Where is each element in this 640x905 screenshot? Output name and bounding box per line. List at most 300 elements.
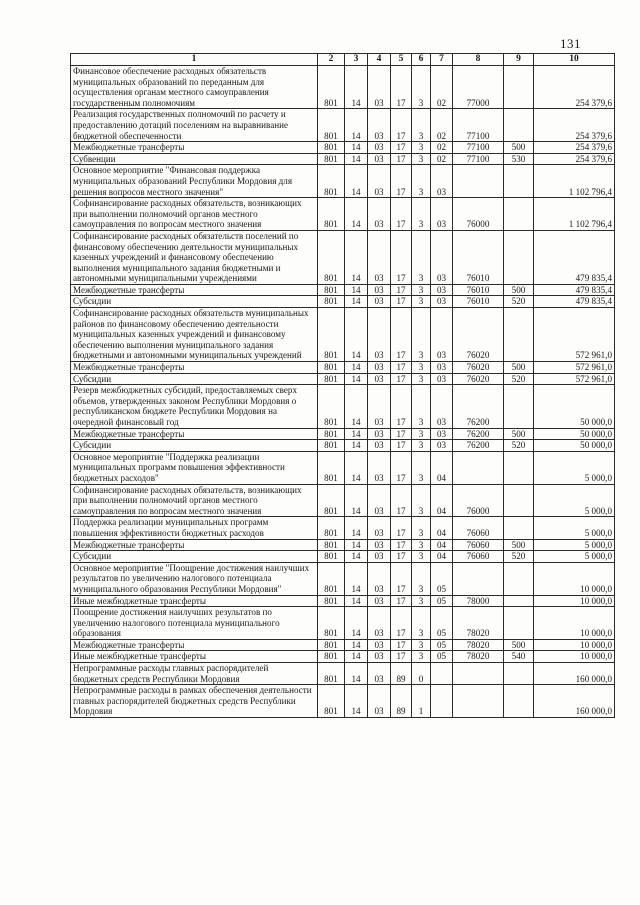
cell-ministry: 801 [318,651,345,663]
cell-direction: 76060 [453,517,504,539]
row-name-cell: Межбюджетные трансферты [71,428,318,440]
row-name-cell: Основное мероприятие "Финансовая поддержка муниципальных образований Республики Мордовия для решения вопросов местного значения" [71,165,318,198]
cell-subprogram: 3 [412,385,431,428]
cell-activity: 05 [431,595,453,607]
cell-section: 14 [345,142,368,154]
cell-section: 14 [345,639,368,651]
cell-expense-type: 530 [504,153,534,165]
column-header: 4 [368,54,391,66]
cell-section: 14 [345,562,368,595]
cell-activity: 04 [431,551,453,563]
cell-ministry: 801 [318,385,345,428]
cell-subsection: 03 [368,308,391,362]
cell-activity: 03 [431,296,453,308]
cell-subprogram: 3 [412,308,431,362]
cell-amount: 1 102 796,4 [534,198,615,231]
row-name-cell: Субсидии [71,440,318,452]
cell-section: 14 [345,539,368,551]
cell-direction [453,562,504,595]
cell-subprogram: 3 [412,428,431,440]
cell-direction: 78020 [453,639,504,651]
cell-amount: 10 000,0 [534,562,615,595]
cell-subsection: 03 [368,607,391,640]
cell-direction: 77100 [453,142,504,154]
cell-subsection: 03 [368,639,391,651]
cell-expense-type: 520 [504,551,534,563]
cell-expense-type: 500 [504,142,534,154]
cell-ministry: 801 [318,595,345,607]
cell-section: 14 [345,595,368,607]
cell-direction: 76010 [453,284,504,296]
row-name-cell: Реализация государственных полномочий по расчету и предоставлению дотаций поселениям на выравнивание бюджетной обеспеченности [71,109,318,142]
table-row [71,551,615,563]
cell-section: 14 [345,440,368,452]
table-row [71,428,615,440]
column-header: 2 [318,54,345,66]
cell-subsection: 03 [368,451,391,484]
cell-direction: 76020 [453,308,504,362]
cell-direction: 76010 [453,230,504,284]
table-row [71,451,615,484]
cell-subprogram: 3 [412,484,431,517]
table-row [71,607,615,640]
cell-subprogram: 3 [412,451,431,484]
cell-section: 14 [345,362,368,374]
row-name-cell: Софинансирование расходных обязательств поселений по финансовому обеспечению деятельности муниципальных казенных учреждений и финансовому обеспечению выполнения муниципального задания бюджетными и автономными муниципальными учреждениями [71,230,318,284]
cell-amount: 572 961,0 [534,308,615,362]
cell-subsection: 03 [368,198,391,231]
cell-program: 17 [391,484,412,517]
cell-program: 17 [391,362,412,374]
table-row [71,362,615,374]
row-name-cell: Иные межбюджетные трансферты [71,651,318,663]
cell-subprogram: 3 [412,607,431,640]
row-name-cell: Софинансирование расходных обязательств, возникающих при выполнении полномочий органов местного самоуправления по вопросам местного значения [71,484,318,517]
cell-section: 14 [345,373,368,385]
cell-expense-type [504,517,534,539]
column-header: 6 [412,54,431,66]
cell-activity: 05 [431,639,453,651]
table-row [71,153,615,165]
cell-subsection: 03 [368,551,391,563]
cell-direction: 76060 [453,539,504,551]
cell-expense-type: 500 [504,428,534,440]
cell-activity: 03 [431,198,453,231]
cell-ministry: 801 [318,428,345,440]
cell-program: 17 [391,639,412,651]
cell-ministry: 801 [318,284,345,296]
row-name-cell: Межбюджетные трансферты [71,142,318,154]
page-number: 131 [560,36,581,51]
cell-subprogram: 3 [412,66,431,109]
cell-subprogram: 3 [412,551,431,563]
cell-ministry: 801 [318,142,345,154]
cell-amount: 160 000,0 [534,663,615,685]
table-row [71,517,615,539]
cell-program: 17 [391,153,412,165]
cell-ministry: 801 [318,362,345,374]
cell-amount: 5 000,0 [534,551,615,563]
table-row [71,296,615,308]
cell-subsection: 03 [368,165,391,198]
cell-expense-type [504,663,534,685]
column-header: 1 [71,54,318,66]
table-row [71,440,615,452]
cell-subsection: 03 [368,663,391,685]
cell-subsection: 03 [368,362,391,374]
cell-amount: 160 000,0 [534,685,615,718]
cell-program: 17 [391,308,412,362]
cell-subsection: 03 [368,153,391,165]
cell-direction [453,685,504,718]
cell-activity: 03 [431,230,453,284]
cell-amount: 254 379,6 [534,66,615,109]
cell-activity [431,663,453,685]
cell-amount: 572 961,0 [534,362,615,374]
cell-section: 14 [345,484,368,517]
cell-subsection: 03 [368,595,391,607]
cell-program: 17 [391,607,412,640]
cell-program: 17 [391,230,412,284]
cell-subsection: 03 [368,296,391,308]
cell-direction: 76000 [453,198,504,231]
table-row [71,484,615,517]
cell-direction: 78020 [453,651,504,663]
cell-subsection: 03 [368,373,391,385]
cell-direction [453,451,504,484]
cell-activity: 03 [431,165,453,198]
cell-direction: 76200 [453,428,504,440]
cell-section: 14 [345,109,368,142]
table-row [71,685,615,718]
cell-direction: 78000 [453,595,504,607]
cell-activity: 02 [431,109,453,142]
cell-program: 17 [391,539,412,551]
cell-amount: 479 835,4 [534,296,615,308]
cell-direction: 77100 [453,153,504,165]
cell-section: 14 [345,517,368,539]
table-row [71,284,615,296]
cell-subprogram: 3 [412,539,431,551]
cell-subsection: 03 [368,517,391,539]
cell-activity: 03 [431,428,453,440]
cell-section: 14 [345,385,368,428]
cell-direction: 76010 [453,296,504,308]
cell-ministry: 801 [318,230,345,284]
cell-subsection: 03 [368,284,391,296]
cell-section: 14 [345,451,368,484]
cell-ministry: 801 [318,153,345,165]
cell-expense-type: 500 [504,362,534,374]
cell-program: 17 [391,385,412,428]
cell-program: 17 [391,595,412,607]
cell-activity: 04 [431,484,453,517]
cell-direction: 76200 [453,440,504,452]
cell-subsection: 03 [368,230,391,284]
cell-amount: 254 379,6 [534,153,615,165]
cell-direction [453,165,504,198]
table-row [71,562,615,595]
cell-program: 17 [391,284,412,296]
table-row [71,198,615,231]
cell-expense-type [504,595,534,607]
cell-amount: 10 000,0 [534,639,615,651]
cell-activity [431,685,453,718]
cell-ministry: 801 [318,685,345,718]
row-name-cell: Непрограммные расходы главных распорядителей бюджетных средств Республики Мордовия [71,663,318,685]
cell-amount: 5 000,0 [534,451,615,484]
table-row [71,109,615,142]
cell-amount: 10 000,0 [534,651,615,663]
cell-direction: 76020 [453,362,504,374]
cell-ministry: 801 [318,562,345,595]
cell-amount: 479 835,4 [534,284,615,296]
row-name-cell: Резерв межбюджетных субсидий, предоставляемых сверх объемов, утвержденных законом Республики Мордовия о республиканском бюджете Республики Мордовия на очередной финансовый год [71,385,318,428]
cell-activity: 02 [431,66,453,109]
table-row [71,595,615,607]
cell-subprogram: 3 [412,440,431,452]
table-row [71,142,615,154]
cell-activity: 03 [431,373,453,385]
cell-program: 17 [391,428,412,440]
cell-ministry: 801 [318,607,345,640]
cell-section: 14 [345,685,368,718]
cell-ministry: 801 [318,165,345,198]
cell-amount: 1 102 796,4 [534,165,615,198]
cell-subprogram: 3 [412,109,431,142]
cell-subprogram: 3 [412,296,431,308]
cell-direction: 76000 [453,484,504,517]
table-row [71,165,615,198]
cell-subsection: 03 [368,109,391,142]
cell-amount: 254 379,6 [534,142,615,154]
cell-expense-type: 500 [504,639,534,651]
cell-direction [453,663,504,685]
table-row [71,663,615,685]
row-name-cell: Субсидии [71,373,318,385]
row-name-cell: Основное мероприятие "Поощрение достижения наилучших результатов по увеличению налогового потенциала муниципального образования Республики Мордовия" [71,562,318,595]
cell-section: 14 [345,198,368,231]
cell-amount: 479 835,4 [534,230,615,284]
cell-amount: 10 000,0 [534,607,615,640]
cell-program: 17 [391,165,412,198]
cell-section: 14 [345,308,368,362]
cell-section: 14 [345,551,368,563]
cell-subprogram: 3 [412,165,431,198]
budget-table [70,53,615,718]
column-header: 7 [431,54,453,66]
row-name-cell: Межбюджетные трансферты [71,284,318,296]
cell-expense-type [504,484,534,517]
cell-ministry: 801 [318,296,345,308]
cell-activity: 04 [431,451,453,484]
cell-subprogram: 0 [412,663,431,685]
cell-expense-type [504,685,534,718]
row-name-cell: Финансовое обеспечение расходных обязательств муниципальных образований по переданным для осуществления органам местного самоуправления государственным полномочиям [71,66,318,109]
cell-ministry: 801 [318,517,345,539]
cell-subsection: 03 [368,142,391,154]
cell-direction: 78020 [453,607,504,640]
cell-program: 17 [391,142,412,154]
cell-subprogram: 3 [412,362,431,374]
cell-expense-type [504,66,534,109]
cell-ministry: 801 [318,639,345,651]
cell-program: 17 [391,517,412,539]
table-row [71,66,615,109]
cell-subprogram: 3 [412,284,431,296]
cell-subprogram: 3 [412,595,431,607]
cell-section: 14 [345,284,368,296]
cell-activity: 05 [431,607,453,640]
cell-program: 17 [391,198,412,231]
cell-expense-type [504,165,534,198]
cell-amount: 254 379,6 [534,109,615,142]
cell-amount: 5 000,0 [534,484,615,517]
cell-program: 17 [391,551,412,563]
cell-activity: 05 [431,651,453,663]
cell-section: 14 [345,663,368,685]
table-row [71,385,615,428]
cell-ministry: 801 [318,451,345,484]
cell-activity: 03 [431,284,453,296]
cell-program: 17 [391,651,412,663]
cell-direction: 76020 [453,373,504,385]
cell-section: 14 [345,651,368,663]
cell-section: 14 [345,66,368,109]
cell-activity: 04 [431,539,453,551]
row-name-cell: Софинансирование расходных обязательств муниципальных районов по финансовому обеспечению деятельности муниципальных казенных учреждений и финансовому обеспечению выполнения муниципального задания бюджетными и автономными муниципальных учреждений [71,308,318,362]
cell-subsection: 03 [368,562,391,595]
cell-activity: 03 [431,440,453,452]
cell-section: 14 [345,153,368,165]
cell-program: 17 [391,440,412,452]
cell-subprogram: 3 [412,651,431,663]
cell-program: 89 [391,685,412,718]
cell-subsection: 03 [368,66,391,109]
cell-subsection: 03 [368,428,391,440]
cell-activity: 03 [431,385,453,428]
cell-amount: 5 000,0 [534,517,615,539]
row-name-cell: Основное мероприятие "Поддержка реализации муниципальных программ повышения эффективности бюджетных расходов" [71,451,318,484]
cell-subsection: 03 [368,651,391,663]
column-header: 10 [534,54,615,66]
cell-section: 14 [345,165,368,198]
row-name-cell: Поддержка реализации муниципальных программ повышения эффективности бюджетных расходов [71,517,318,539]
cell-amount: 50 000,0 [534,385,615,428]
column-header: 3 [345,54,368,66]
cell-activity: 02 [431,142,453,154]
cell-expense-type [504,198,534,231]
cell-amount: 572 961,0 [534,373,615,385]
cell-activity: 04 [431,517,453,539]
column-header: 9 [504,54,534,66]
cell-program: 17 [391,66,412,109]
table-row [71,230,615,284]
column-header: 5 [391,54,412,66]
cell-expense-type [504,230,534,284]
table-row [71,539,615,551]
cell-subsection: 03 [368,440,391,452]
table-row [71,651,615,663]
cell-expense-type [504,451,534,484]
cell-program: 17 [391,451,412,484]
cell-activity: 03 [431,362,453,374]
cell-ministry: 801 [318,551,345,563]
cell-expense-type: 500 [504,539,534,551]
cell-ministry: 801 [318,66,345,109]
cell-expense-type: 520 [504,373,534,385]
cell-section: 14 [345,296,368,308]
cell-activity: 03 [431,308,453,362]
cell-ministry: 801 [318,663,345,685]
cell-subprogram: 3 [412,230,431,284]
cell-expense-type [504,109,534,142]
cell-activity: 05 [431,562,453,595]
cell-expense-type [504,607,534,640]
header-row [71,54,615,66]
column-header: 8 [453,54,504,66]
row-name-cell: Софинансирование расходных обязательств, возникающих при выполнении полномочий органов местного самоуправления по вопросам местного значения [71,198,318,231]
cell-direction: 77100 [453,109,504,142]
row-name-cell: Субсидии [71,551,318,563]
cell-subsection: 03 [368,385,391,428]
row-name-cell: Поощрение достижения наилучших результатов по увеличению налогового потенциала муниципального образования [71,607,318,640]
cell-expense-type [504,308,534,362]
cell-subsection: 03 [368,484,391,517]
cell-direction: 76200 [453,385,504,428]
cell-ministry: 801 [318,308,345,362]
cell-subsection: 03 [368,539,391,551]
cell-amount: 10 000,0 [534,595,615,607]
cell-section: 14 [345,607,368,640]
table-row [71,308,615,362]
cell-ministry: 801 [318,539,345,551]
row-name-cell: Субвенции [71,153,318,165]
cell-subprogram: 3 [412,142,431,154]
row-name-cell: Непрограммные расходы в рамках обеспечения деятельности главных распорядителей бюджетных средств Республики Мордовия [71,685,318,718]
cell-subprogram: 3 [412,517,431,539]
row-name-cell: Межбюджетные трансферты [71,639,318,651]
cell-program: 89 [391,663,412,685]
cell-subprogram: 3 [412,198,431,231]
row-name-cell: Межбюджетные трансферты [71,362,318,374]
cell-amount: 50 000,0 [534,428,615,440]
cell-program: 17 [391,562,412,595]
table-row [71,639,615,651]
cell-program: 17 [391,296,412,308]
cell-direction: 76060 [453,551,504,563]
cell-program: 17 [391,109,412,142]
cell-expense-type: 500 [504,284,534,296]
cell-subsection: 03 [368,685,391,718]
cell-subprogram: 3 [412,153,431,165]
row-name-cell: Межбюджетные трансферты [71,539,318,551]
cell-expense-type: 540 [504,651,534,663]
cell-ministry: 801 [318,373,345,385]
cell-subprogram: 3 [412,562,431,595]
cell-amount: 5 000,0 [534,539,615,551]
cell-direction: 77000 [453,66,504,109]
cell-section: 14 [345,428,368,440]
cell-subprogram: 1 [412,685,431,718]
cell-section: 14 [345,230,368,284]
cell-subprogram: 3 [412,639,431,651]
cell-expense-type: 520 [504,296,534,308]
cell-program: 17 [391,373,412,385]
cell-ministry: 801 [318,198,345,231]
cell-expense-type [504,562,534,595]
cell-amount: 50 000,0 [534,440,615,452]
